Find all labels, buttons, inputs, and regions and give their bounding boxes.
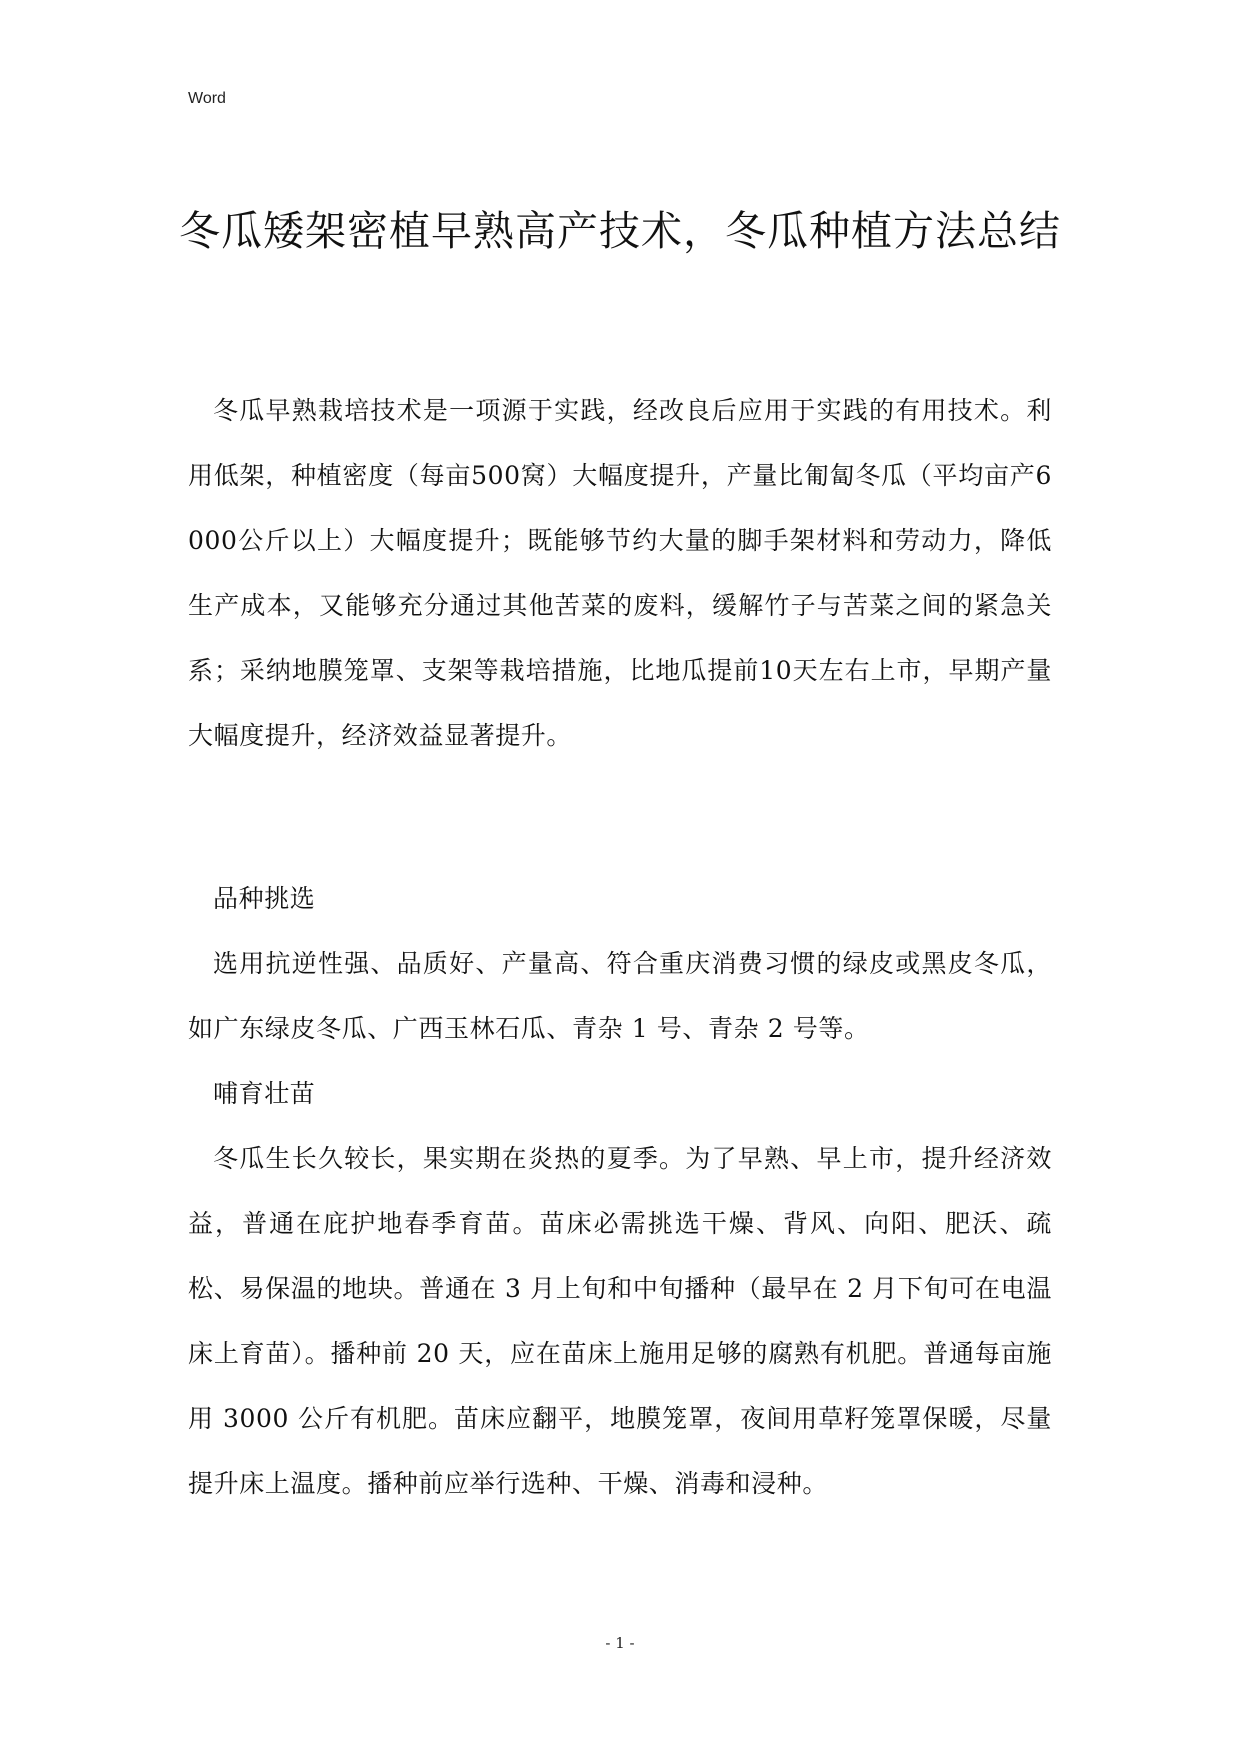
paragraph-spacer bbox=[188, 768, 1052, 866]
section-body-seedlings: 冬瓜生长久较长，果实期在炎热的夏季。为了早熟、早上市，提升经济效益，普通在庇护地春季育苗。苗床必需挑选干燥、背风、向阳、肥沃、疏松、易保温的地块。普通在 3 月上旬和中旬播种（最早在 2 月下旬可在电温床上育苗）。播种前 20 天，应在苗床上施用足够的腐熟有机肥。普通每亩施用 3000 公斤有机肥。苗床应翻平，地膜笼罩，夜间用草籽笼罩保暖，尽量提升床上温度。播种前应举行选种、干燥、消毒和浸种。 bbox=[188, 1144, 1052, 1498]
intro-paragraph: 冬瓜早熟栽培技术是一项源于实践，经改良后应用于实践的有用技术。利用低架，种植密度（每亩500窝）大幅度提升，产量比匍匐冬瓜（平均亩产6000公斤以上）大幅度提升；既能够节约大量的脚手架材料和劳动力，降低生产成本，又能够充分通过其他苦菜的废料，缓解竹子与苦菜之间的紧急关系；采纳地膜笼罩、支架等栽培措施，比地瓜提前10天左右上市，早期产量大幅度提升，经济效益显著提升。 bbox=[188, 396, 1052, 750]
header-label: Word bbox=[188, 90, 226, 107]
document-title: 冬瓜矮架密植早熟高产技术，冬瓜种植方法总结 bbox=[179, 207, 1061, 255]
document-body bbox=[188, 378, 1052, 1516]
section-body-variety: 选用抗逆性强、品质好、产量高、符合重庆消费习惯的绿皮或黑皮冬瓜，如广东绿皮冬瓜、广西玉林石瓜、青杂 1 号、青杂 2 号等。 bbox=[188, 949, 1052, 1043]
section-heading-seedlings: 哺育壮苗 bbox=[213, 1079, 316, 1108]
page-number: - 1 - bbox=[605, 1634, 635, 1652]
section-heading-variety: 品种挑选 bbox=[213, 884, 316, 913]
